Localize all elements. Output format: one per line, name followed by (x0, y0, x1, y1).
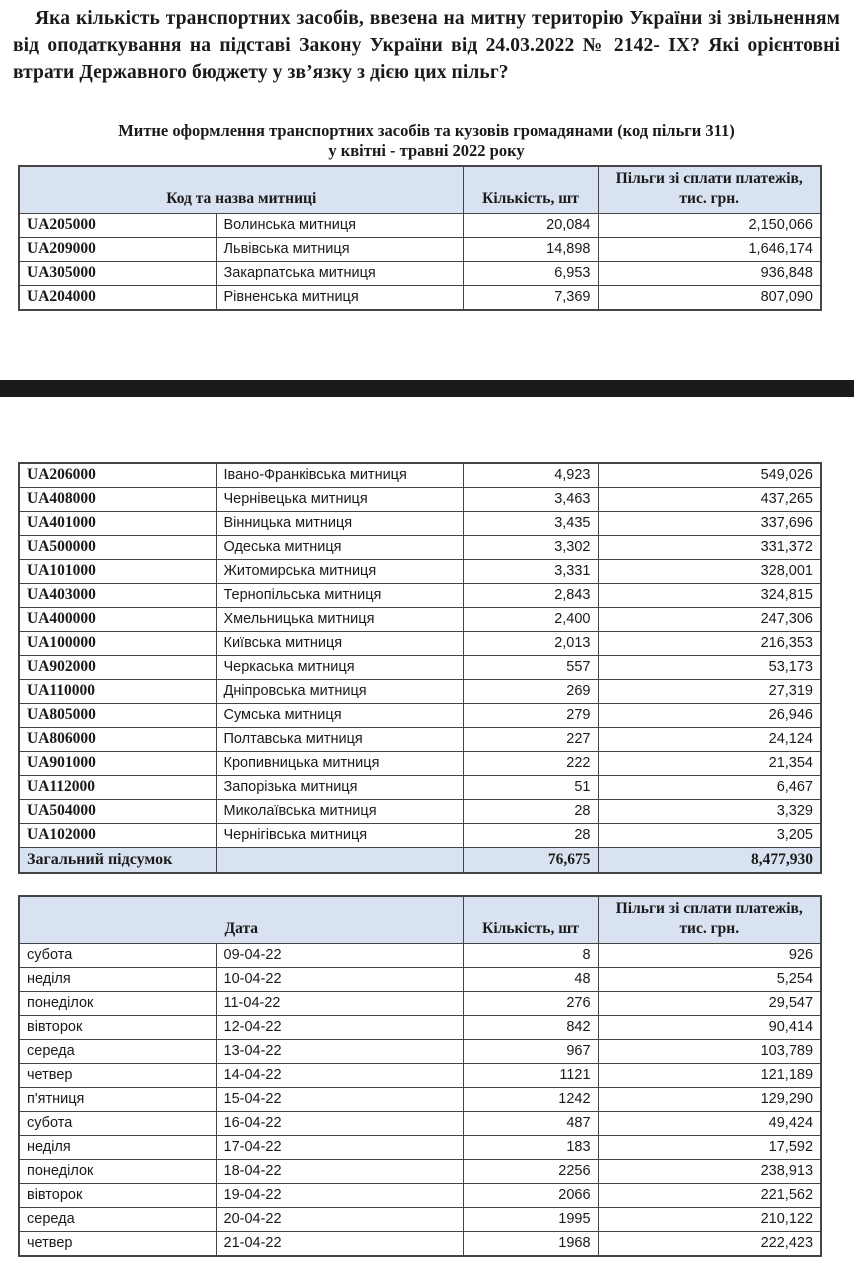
header-code-name: Код та назва митниці (19, 166, 463, 214)
customs-code-cell: UA806000 (19, 727, 216, 751)
customs-qty-cell: 4,923 (463, 463, 598, 488)
date-cell: 16-04-22 (216, 1111, 463, 1135)
customs-table-row (19, 799, 821, 823)
dates-table-row (19, 1159, 821, 1183)
date-qty-cell: 2066 (463, 1183, 598, 1207)
customs-benefit-cell: 331,372 (598, 535, 821, 559)
date-cell: 13-04-22 (216, 1039, 463, 1063)
customs-name-cell: Кропивницька митниця (216, 751, 463, 775)
customs-code-cell: UA408000 (19, 487, 216, 511)
date-cell: 10-04-22 (216, 967, 463, 991)
date-cell: 20-04-22 (216, 1207, 463, 1231)
customs-benefit-cell: 328,001 (598, 559, 821, 583)
customs-qty-cell: 2,843 (463, 583, 598, 607)
customs-name-cell: Житомирська митниця (216, 559, 463, 583)
header-date: Дата (19, 896, 463, 944)
customs-code-cell: UA112000 (19, 775, 216, 799)
date-benefit-cell: 5,254 (598, 967, 821, 991)
date-qty-cell: 487 (463, 1111, 598, 1135)
customs-benefit-cell: 324,815 (598, 583, 821, 607)
customs-code-cell: UA504000 (19, 799, 216, 823)
customs-name-cell: Дніпровська митниця (216, 679, 463, 703)
customs-qty-cell: 3,302 (463, 535, 598, 559)
customs-table-row (19, 703, 821, 727)
customs-benefit-cell: 437,265 (598, 487, 821, 511)
customs-qty-cell: 51 (463, 775, 598, 799)
customs-qty-cell: 28 (463, 823, 598, 847)
customs-benefit-cell: 936,848 (598, 261, 821, 285)
customs-qty-cell: 3,435 (463, 511, 598, 535)
customs-code-cell: UA305000 (19, 261, 216, 285)
date-cell: 17-04-22 (216, 1135, 463, 1159)
customs-code-cell: UA110000 (19, 679, 216, 703)
customs-code-cell: UA209000 (19, 237, 216, 261)
customs-code-cell: UA500000 (19, 535, 216, 559)
customs-benefit-cell: 3,329 (598, 799, 821, 823)
dates-table-row (19, 1087, 821, 1111)
customs-table-row (19, 775, 821, 799)
dates-table-row (19, 1015, 821, 1039)
customs-name-cell: Львівська митниця (216, 237, 463, 261)
date-benefit-cell: 129,290 (598, 1087, 821, 1111)
customs-name-cell: Чернівецька митниця (216, 487, 463, 511)
customs-code-cell: UA204000 (19, 285, 216, 310)
customs-code-cell: UA901000 (19, 751, 216, 775)
dates-table-row (19, 967, 821, 991)
customs-benefit-cell: 247,306 (598, 607, 821, 631)
black-redaction-bar (0, 380, 854, 397)
date-benefit-cell: 121,189 (598, 1063, 821, 1087)
customs-qty-cell: 279 (463, 703, 598, 727)
weekday-cell: п'ятниця (19, 1087, 216, 1111)
customs-code-cell: UA902000 (19, 655, 216, 679)
customs-table-row (19, 631, 821, 655)
weekday-cell: понеділок (19, 991, 216, 1015)
date-benefit-cell: 29,547 (598, 991, 821, 1015)
dates-table-row (19, 991, 821, 1015)
customs-qty-cell: 6,953 (463, 261, 598, 285)
total-empty-cell (216, 847, 463, 873)
customs-name-cell: Одеська митниця (216, 535, 463, 559)
weekday-cell: четвер (19, 1231, 216, 1256)
date-cell: 09-04-22 (216, 943, 463, 967)
customs-code-cell: UA400000 (19, 607, 216, 631)
customs-table-header-row (19, 166, 821, 214)
header-benefits: Пільги зі сплати платежів, тис. грн. (598, 166, 821, 214)
customs-qty-cell: 2,013 (463, 631, 598, 655)
date-qty-cell: 2256 (463, 1159, 598, 1183)
customs-code-cell: UA403000 (19, 583, 216, 607)
dates-table-row (19, 1135, 821, 1159)
customs-name-cell: Тернопільська митниця (216, 583, 463, 607)
customs-qty-cell: 20,084 (463, 213, 598, 237)
total-benefit-cell: 8,477,930 (598, 847, 821, 873)
customs-benefit-cell: 26,946 (598, 703, 821, 727)
customs-benefit-cell: 549,026 (598, 463, 821, 488)
weekday-cell: понеділок (19, 1159, 216, 1183)
header-benefits: Пільги зі сплати платежів, тис. грн. (598, 896, 821, 944)
date-qty-cell: 48 (463, 967, 598, 991)
customs-name-cell: Хмельницька митниця (216, 607, 463, 631)
date-qty-cell: 1121 (463, 1063, 598, 1087)
dates-table-row (19, 1231, 821, 1256)
customs-qty-cell: 222 (463, 751, 598, 775)
customs-table-row (19, 823, 821, 847)
customs-table-row (19, 487, 821, 511)
weekday-cell: субота (19, 943, 216, 967)
customs-table-row (19, 463, 821, 488)
customs-code-cell: UA805000 (19, 703, 216, 727)
customs-table-row (19, 511, 821, 535)
weekday-cell: неділя (19, 1135, 216, 1159)
weekday-cell: середа (19, 1207, 216, 1231)
date-cell: 14-04-22 (216, 1063, 463, 1087)
date-cell: 21-04-22 (216, 1231, 463, 1256)
customs-benefit-cell: 6,467 (598, 775, 821, 799)
total-label-cell: Загальний підсумок (19, 847, 216, 873)
customs-code-cell: UA100000 (19, 631, 216, 655)
customs-qty-cell: 227 (463, 727, 598, 751)
customs-table-row (19, 607, 821, 631)
customs-name-cell: Сумська митниця (216, 703, 463, 727)
weekday-cell: вівторок (19, 1183, 216, 1207)
header-qty: Кількість, шт (463, 166, 598, 214)
customs-name-cell: Запорізька митниця (216, 775, 463, 799)
customs-qty-cell: 28 (463, 799, 598, 823)
customs-code-cell: UA101000 (19, 559, 216, 583)
customs-table-row (19, 285, 821, 310)
weekday-cell: вівторок (19, 1015, 216, 1039)
weekday-cell: середа (19, 1039, 216, 1063)
customs-table-row (19, 237, 821, 261)
customs-name-cell: Івано-Франківська митниця (216, 463, 463, 488)
dates-table-row (19, 1111, 821, 1135)
customs-code-cell: UA102000 (19, 823, 216, 847)
customs-benefit-cell: 216,353 (598, 631, 821, 655)
date-cell: 12-04-22 (216, 1015, 463, 1039)
date-qty-cell: 967 (463, 1039, 598, 1063)
dates-table-row (19, 1207, 821, 1231)
date-benefit-cell: 17,592 (598, 1135, 821, 1159)
table-caption-line2: у квітні - травні 2022 року (328, 140, 525, 160)
date-qty-cell: 183 (463, 1135, 598, 1159)
weekday-cell: четвер (19, 1063, 216, 1087)
customs-qty-cell: 557 (463, 655, 598, 679)
customs-table-part2 (18, 462, 822, 874)
date-qty-cell: 8 (463, 943, 598, 967)
customs-code-cell: UA401000 (19, 511, 216, 535)
date-benefit-cell: 221,562 (598, 1183, 821, 1207)
customs-benefit-cell: 2,150,066 (598, 213, 821, 237)
customs-qty-cell: 269 (463, 679, 598, 703)
customs-name-cell: Черкаська митниця (216, 655, 463, 679)
total-qty-cell: 76,675 (463, 847, 598, 873)
weekday-cell: субота (19, 1111, 216, 1135)
date-cell: 18-04-22 (216, 1159, 463, 1183)
question-title: Яка кількість транспортних засобів, ввезена на митну територію України зі звільненням від оподаткування на підставі Закону України від 24.03.2022 № 2142- IX? Які орієнтовні втрати Державного бюджету у зв’язку з дією цих пільг? (13, 8, 840, 83)
date-benefit-cell: 238,913 (598, 1159, 821, 1183)
customs-benefit-cell: 1,646,174 (598, 237, 821, 261)
dates-table-row (19, 943, 821, 967)
customs-code-cell: UA205000 (19, 213, 216, 237)
customs-benefit-cell: 3,205 (598, 823, 821, 847)
weekday-cell: неділя (19, 967, 216, 991)
dates-table (18, 895, 822, 1257)
customs-name-cell: Закарпатська митниця (216, 261, 463, 285)
date-benefit-cell: 49,424 (598, 1111, 821, 1135)
customs-name-cell: Полтавська митниця (216, 727, 463, 751)
customs-total-row (19, 847, 821, 873)
customs-benefit-cell: 807,090 (598, 285, 821, 310)
date-benefit-cell: 210,122 (598, 1207, 821, 1231)
customs-name-cell: Миколаївська митниця (216, 799, 463, 823)
dates-table-row (19, 1039, 821, 1063)
customs-qty-cell: 2,400 (463, 607, 598, 631)
customs-name-cell: Рівненська митниця (216, 285, 463, 310)
customs-table-row (19, 679, 821, 703)
customs-qty-cell: 7,369 (463, 285, 598, 310)
customs-table-row (19, 535, 821, 559)
customs-name-cell: Вінницька митниця (216, 511, 463, 535)
date-qty-cell: 1968 (463, 1231, 598, 1256)
customs-qty-cell: 14,898 (463, 237, 598, 261)
dates-table-row (19, 1063, 821, 1087)
customs-table-row (19, 751, 821, 775)
table-caption (13, 121, 840, 161)
customs-table-row (19, 559, 821, 583)
customs-table-part1 (18, 165, 822, 311)
customs-name-cell: Чернігівська митниця (216, 823, 463, 847)
date-benefit-cell: 222,423 (598, 1231, 821, 1256)
date-benefit-cell: 103,789 (598, 1039, 821, 1063)
customs-benefit-cell: 21,354 (598, 751, 821, 775)
date-benefit-cell: 926 (598, 943, 821, 967)
customs-name-cell: Київська митниця (216, 631, 463, 655)
date-qty-cell: 1995 (463, 1207, 598, 1231)
customs-benefit-cell: 337,696 (598, 511, 821, 535)
customs-benefit-cell: 53,173 (598, 655, 821, 679)
customs-name-cell: Волинська митниця (216, 213, 463, 237)
customs-code-cell: UA206000 (19, 463, 216, 488)
date-qty-cell: 276 (463, 991, 598, 1015)
table-caption-line1: Митне оформлення транспортних засобів та кузовів громадянами (код пільги 311) (118, 120, 735, 140)
dates-table-header-row (19, 896, 821, 944)
date-benefit-cell: 90,414 (598, 1015, 821, 1039)
customs-table-row (19, 655, 821, 679)
dates-table-row (19, 1183, 821, 1207)
customs-table-row (19, 727, 821, 751)
date-cell: 19-04-22 (216, 1183, 463, 1207)
customs-qty-cell: 3,331 (463, 559, 598, 583)
date-qty-cell: 1242 (463, 1087, 598, 1111)
date-qty-cell: 842 (463, 1015, 598, 1039)
customs-table-row (19, 261, 821, 285)
customs-table-row (19, 213, 821, 237)
customs-benefit-cell: 24,124 (598, 727, 821, 751)
date-cell: 15-04-22 (216, 1087, 463, 1111)
customs-table-row (19, 583, 821, 607)
date-cell: 11-04-22 (216, 991, 463, 1015)
customs-benefit-cell: 27,319 (598, 679, 821, 703)
header-qty: Кількість, шт (463, 896, 598, 944)
customs-qty-cell: 3,463 (463, 487, 598, 511)
